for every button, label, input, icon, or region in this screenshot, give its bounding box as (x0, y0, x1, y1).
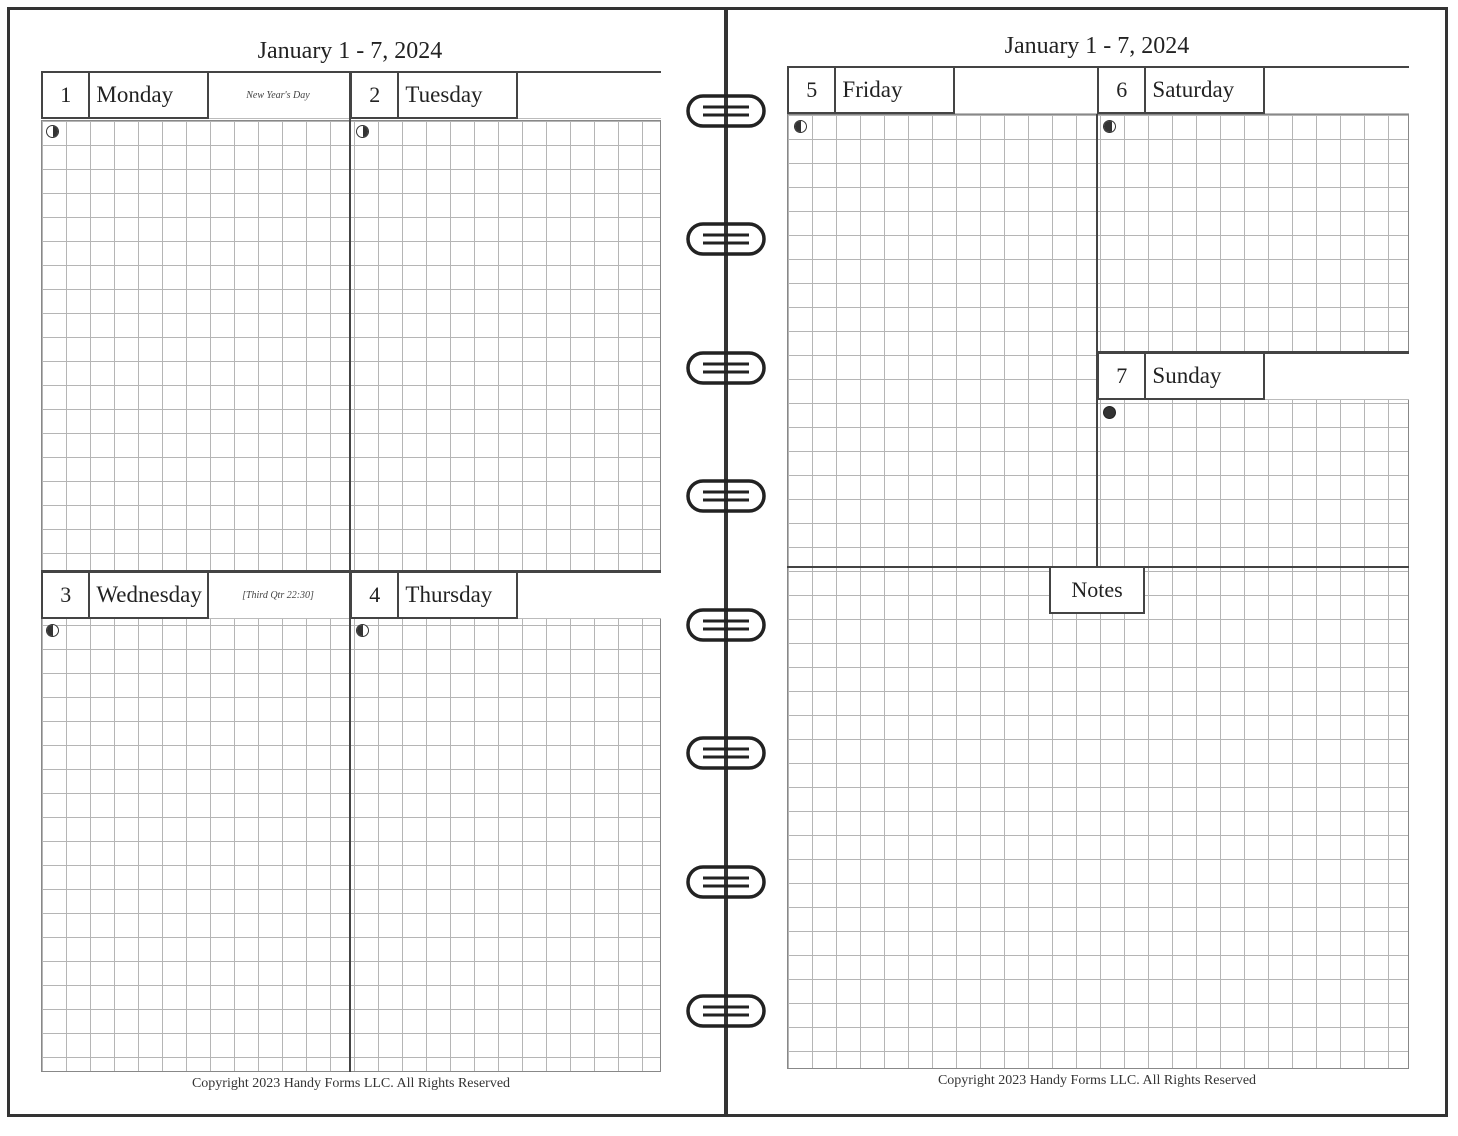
third-quarter-moon-icon (356, 624, 369, 637)
third-quarter-moon-icon (46, 624, 59, 637)
day-name: Friday (842, 77, 903, 102)
binder-ring-icon (681, 735, 771, 771)
notes-label: Notes (1049, 566, 1145, 614)
waning-crescent-moon-icon (1103, 406, 1116, 419)
day-header-friday (787, 66, 955, 114)
wednesday-moon-note: [Third Qtr 22:30] (207, 571, 349, 619)
binder-ring-icon (681, 93, 771, 129)
day-name: Sunday (1152, 363, 1222, 388)
right-copyright: Copyright 2023 Handy Forms LLC. All Rights Reserved (937, 1073, 1257, 1088)
day-header-monday (41, 71, 209, 119)
binder-ring-icon (681, 478, 771, 514)
thursday-header-extension (516, 571, 661, 619)
left-copyright: Copyright 2023 Handy Forms LLC. All Rights Reserved (191, 1076, 511, 1091)
binder-ring-icon (681, 993, 771, 1029)
day-number: 1 (43, 73, 90, 117)
day-number: 4 (352, 573, 399, 617)
day-number: 6 (1099, 68, 1146, 112)
first-quarter-moon-icon (356, 125, 369, 138)
day-header-tuesday (350, 71, 518, 119)
saturday-header-extension (1263, 66, 1409, 114)
day-number: 5 (789, 68, 836, 112)
sunday-header-extension (1263, 352, 1409, 400)
day-name: Tuesday (405, 82, 483, 107)
day-number: 3 (43, 573, 90, 617)
tuesday-header-extension (516, 71, 661, 119)
day-number: 2 (352, 73, 399, 117)
right-column-divider (1096, 67, 1098, 567)
day-name: Saturday (1152, 77, 1235, 102)
binder-ring-icon (681, 864, 771, 900)
day-header-sunday (1097, 352, 1265, 400)
day-header-saturday (1097, 66, 1265, 114)
binder-ring-icon (681, 607, 771, 643)
monday-holiday-note: New Year's Day (207, 71, 349, 119)
day-name: Monday (96, 82, 174, 107)
day-number: 7 (1099, 354, 1146, 398)
first-quarter-moon-icon (46, 125, 59, 138)
friday-header-extension (953, 66, 1097, 114)
day-header-wednesday (41, 571, 209, 619)
day-name: Wednesday (96, 582, 202, 607)
binder-ring-icon (681, 350, 771, 386)
binder-ring-icon (681, 221, 771, 257)
right-page-title: January 1 - 7, 2024 (1004, 33, 1190, 59)
third-quarter-moon-icon (1103, 120, 1116, 133)
third-quarter-moon-icon (794, 120, 807, 133)
day-name: Thursday (405, 582, 493, 607)
day-header-thursday (350, 571, 518, 619)
left-page-title: January 1 - 7, 2024 (257, 38, 443, 64)
